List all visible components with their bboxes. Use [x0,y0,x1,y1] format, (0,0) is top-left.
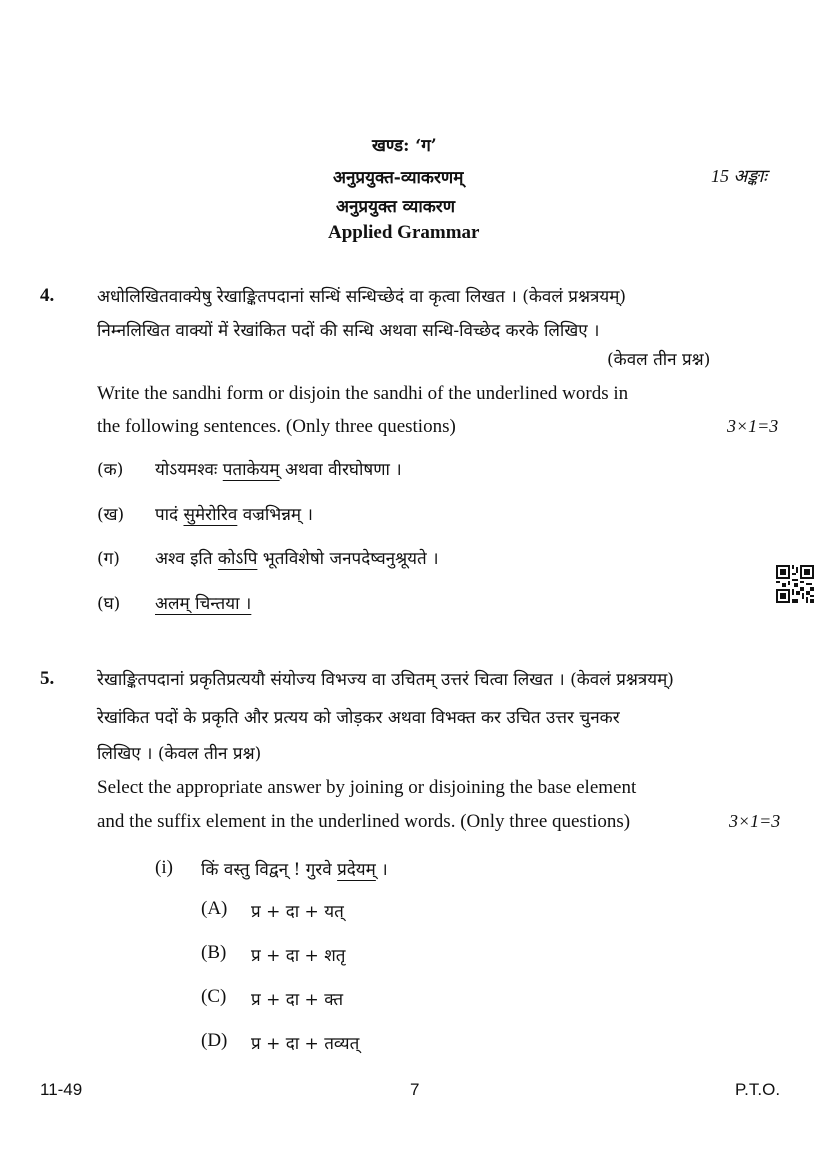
option-text: प्र + दा + शतृ [251,946,346,966]
option-label: (B) [201,942,227,963]
q5-instruction-english-2: and the suffix element in the underlined words. (Only three questions) [97,811,631,832]
q4-item-text: पादं सुमेरोरिव वज्रभिन्नम् । [155,505,313,525]
q5-instruction-hindi-2: लिखिए । (केवल तीन प्रश्न) [97,744,262,764]
q4-item-text: योऽयमश्वः पताकेयम् अथवा वीरघोषणा । [155,460,402,480]
q5-number: 5. [40,668,55,689]
title-hindi: अनुप्रयुक्त व्याकरण [336,197,456,217]
underlined-word: अलम् चिन्तया । [155,594,252,614]
q4-item-label: (ग) [97,549,120,569]
q4-instruction-hindi: निम्नलिखित वाक्यों में रेखांकित पदों की सन्धि अथवा सन्धि-विच्छेद करके लिखिए । [97,321,600,341]
q5-instruction-english: Select the appropriate answer by joining or disjoining the base element [97,777,637,798]
section-marks: 15 अङ्काः [711,166,767,186]
underlined-word: सुमेरोरिव [183,505,238,525]
paper-code: 11-49 [40,1080,83,1099]
q4-instruction-sanskrit: अधोलिखितवाक्येषु रेखाङ्कितपदानां सन्धिं सन्धिच्छेदं वा कृत्वा लिखत । (केवलं प्रश्नत्रयम्) [97,287,627,307]
q4-instruction-hindi-note: (केवल तीन प्रश्न) [607,350,711,370]
q4-item-label: (क) [97,460,124,480]
q4-instruction-english-2: the following sentences. (Only three questions) [97,416,456,437]
q4-item-label: (ख) [97,505,125,525]
q4-item-label: (घ) [97,594,121,614]
qr-code-icon [776,565,814,603]
option-label: (C) [201,986,227,1007]
option-text: प्र + दा + तव्यत् [251,1034,360,1054]
q5-sub-label: (i) [155,857,173,878]
page-number: 7 [410,1080,420,1099]
pto-label: P.T.O. [735,1080,781,1099]
underlined-word: कोऽपि [217,549,258,569]
q5-instruction-hindi: रेखांकित पदों के प्रकृति और प्रत्यय को जोड़कर अथवा विभक्त कर उचित उत्तर चुनकर [97,708,620,728]
q5-marks: 3×1=3 [729,811,781,831]
title-english: Applied Grammar [328,222,480,243]
q4-item-text: अश्व इति कोऽपि भूतविशेषो जनपदेष्वनुश्रूयते । [155,549,439,569]
underlined-word: पताकेयम् [222,460,280,480]
section-heading: खण्ड: ‘ग’ [372,136,437,156]
option-label: (A) [201,898,228,919]
underlined-word: प्रदेयम् [337,860,376,880]
title-sanskrit: अनुप्रयुक्त-व्याकरणम् [333,168,464,188]
option-label: (D) [201,1030,228,1051]
q4-number: 4. [40,285,55,306]
q5-instruction-sanskrit: रेखाङ्कितपदानां प्रकृतिप्रत्ययौ संयोज्य विभज्य वा उचितम् उत्तरं चित्वा लिखत । (केवलं प्रश्नत्रयम्) [97,670,674,690]
q4-instruction-english: Write the sandhi form or disjoin the sandhi of the underlined words in [97,383,629,404]
option-text: प्र + दा + यत् [251,902,344,922]
q4-item-text [155,591,251,614]
q4-marks: 3×1=3 [727,416,779,436]
q5-sub-text: किं वस्तु विद्वन् ! गुरवे प्रदेयम् । [201,860,388,880]
option-text: प्र + दा + क्त [251,990,344,1010]
